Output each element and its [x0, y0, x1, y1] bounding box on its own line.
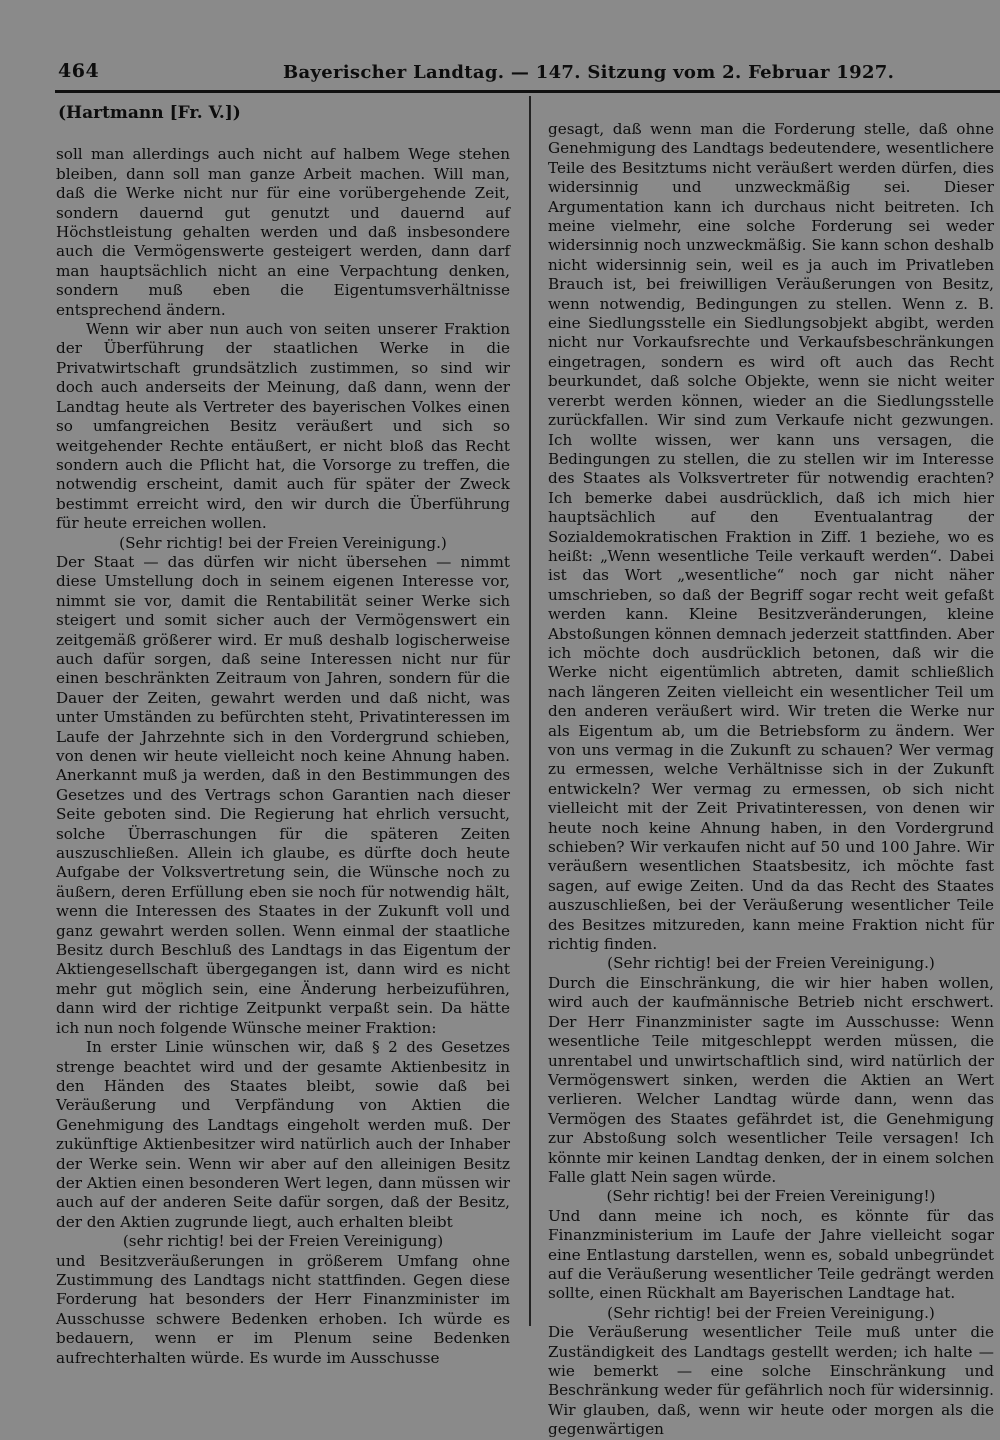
- interjection: (Sehr richtig! bei der Freien Vereinigung.): [607, 1303, 935, 1322]
- paragraph: Die Veräußerung wesentlicher Teile muß unter die Zuständigkeit des Landtags gestellt werden; ich halte — wie bemerkt — eine solche Einschränkung und Beschränkung weder für gefährlich noch für widersinnig. Wir glauben, daß, wenn wir heute oder morgen als die gegenwärtigen: [548, 1323, 994, 1439]
- paragraph: In erster Linie wünschen wir, daß § 2 des Gesetzes strenge beachtet wird und der gesamte Aktienbesitz in den Händen des Staates bleibt, sowie daß bei Veräußerung und Verpfändung von Aktien die Genehmigung des Landtags eingeholt werden muß. Der zukünftige Aktienbesitzer wird natürlich auch der Inhaber der Werke sein. Wenn wir aber auf den alleinigen Besitz der Aktien einen besonderen Wert legen, dann müssen wir auch auf der anderen Seite dafür sorgen, daß der Besitz, der den Aktien zugrunde liegt, auch erhalten bleibt: [56, 1038, 510, 1231]
- paragraph: Durch die Einschränkung, die wir hier haben wollen, wird auch der kaufmännische Betrieb nicht erschwert. Der Herr Finanzminister sagte im Ausschusse: Wenn wesentliche Teile mitgeschleppt werden müssen, die unrentabel und unwirtschaftlich sind, wird natürlich der Vermögenswert sinken, werden die Aktien an Wert verlieren. Welcher Landtag würde dann, wenn das Vermögen des Staates gefährdet ist, die Genehmigung zur Abstoßung solch wesentlicher Teile versagen! Ich könnte mir keinen Landtag denken, der in einem solchen Falle glatt Nein sagen würde.: [548, 973, 994, 1186]
- interjection: (Sehr richtig! bei der Freien Vereinigung!): [606, 1187, 936, 1206]
- paragraph: soll man allerdings auch nicht auf halbem Wege stehen bleiben, dann soll man ganze Arbeit machen. Will man, daß die Werke nicht nur für eine vorübergehende Zeit, sondern dauernd gut genutzt und dauernd auf Höchstleistung gehalten werden und daß insbesondere auch die Vermögenswerte gesteigert werden, dann darf man hauptsächlich nicht an eine Verpachtung denken, sondern muß eben die Eigentumsverhältnisse entsprechend ändern.: [56, 145, 510, 319]
- interjection: (Sehr richtig! bei der Freien Vereinigung.): [119, 533, 447, 552]
- page-header: [0, 0, 1000, 90]
- column-divider: [529, 96, 531, 1326]
- paragraph: Und dann meine ich noch, es könnte für das Finanzministerium im Laufe der Jahre vielleicht sogar eine Entlastung darstellen, wenn es, sobald unbegründet auf die Veräußerung wesentlicher Teile gedrängt werden sollte, einen Rückhalt am Bayerischen Landtage hat.: [548, 1206, 994, 1303]
- page-number: 464: [58, 60, 100, 82]
- paragraph: Der Staat — das dürfen wir nicht übersehen — nimmt diese Umstellung doch in seinem eigenen Interesse vor, nimmt sie vor, damit die Rentabilität seiner Werke sich steigert und somit sicher auch der Vermögenswert ein zeitgemäß größerer wird. Er muß deshalb logischerweise auch dafür sorgen, daß seine Interessen nicht nur für einen beschränkten Zeitraum von Jahren, sondern für die Dauer der Zeiten, gewahrt werden und daß nicht, was unter Umständen zu befürchten steht, Privatinteressen im Laufe der Jahrzehnte sich in den Vordergrund schieben, von denen wir heute vielleicht noch keine Ahnung haben. Anerkannt muß ja werden, daß in den Bestimmungen des Gesetzes und des Vertrags schon Garantien nach dieser Seite geboten sind. Die Regierung hat ehrlich versucht, solche Überraschungen für die späteren Zeiten auszuschließen. Allein ich glaube, es dürfte doch heute Aufgabe der Volksvertretung sein, die Wünsche noch zu äußern, deren Erfüllung eben sie noch für notwendig hält, wenn die Interessen des Staates in der Zukunft voll und ganz gewahrt werden sollen. Wenn einmal der staatliche Besitz durch Beschluß des Landtags in das Eigentum der Aktiengesellschaft übergegangen ist, dann wird es nicht mehr gut möglich sein, eine Änderung herbeizuführen, dann wird der richtige Zeitpunkt verpaßt sein. Da hätte ich nun noch folgende Wünsche meiner Fraktion:: [56, 552, 510, 1037]
- right-column: [548, 120, 994, 1440]
- paragraph: gesagt, daß wenn man die Forderung stelle, daß ohne Genehmigung des Landtags bedeutendere, wesentlichere Teile des Besitztums nicht veräußert werden dürfen, dies widersinnig und unzweckmäßig sei. Dieser Argumentation kann ich durchaus nicht beitreten. Ich meine vielmehr, eine solche Forderung sei weder widersinnig noch unzweckmäßig. Sie kann schon deshalb nicht widersinnig sein, weil es ja auch im Privatleben Brauch ist, bei freiwilligen Veräußerungen von Besitz, wenn notwendig, Bedingungen zu stellen. Wenn z. B. eine Siedlungsstelle ein Siedlungsobjekt abgibt, werden nicht nur Vorkaufsrechte und Verkaufsbeschränkungen eingetragen, sondern es wird oft auch das Recht beurkundet, daß solche Objekte, wenn sie nicht weiter vererbt werden können, wieder an die Siedlungsstelle zurückfallen. Wir sind zum Verkaufe nicht gezwungen. Ich wollte wissen, wer kann uns versagen, die Bedingungen zu stellen, die zu stellen wir im Interesse des Staates als Volksvertreter für notwendig erachten? Ich bemerke dabei ausdrücklich, daß ich mich hier hauptsächlich auf den Eventualantrag der Sozialdemokratischen Fraktion in Ziff. 1 beziehe, wo es heißt: „Wenn wesentliche Teile verkauft werden“. Dabei ist das Wort „wesentliche“ noch gar nicht näher umschrieben, so daß der Begriff sogar recht weit gefaßt werden kann. Kleine Besitzveränderungen, kleine Abstoßungen können demnach jederzeit stattfinden. Aber ich möchte doch ausdrücklich betonen, daß wir die Werke nicht eigentümlich abtreten, damit schließlich nach längeren Zeiten vielleicht ein wesentlicher Teil um den anderen veräußert wird. Wir treten die Werke nur als Eigentum ab, um die Betriebsform zu ändern. Wer von uns vermag in die Zukunft zu schauen? Wer vermag zu ermessen, welche Verhältnisse sich in der Zukunft entwickeln? Wer vermag zu ermessen, ob sich nicht vielleicht mit der Zeit Privatinteressen, von denen wir heute noch keine Ahnung haben, in den Vordergrund schieben? Wir verkaufen nicht auf 50 und 100 Jahre. Wir veräußern wesentlichen Staatsbesitz, ich möchte fast sagen, auf ewige Zeiten. Und da das Recht des Staates auszuschließen, bei der Veräußerung wesentlicher Teile des Besitzes mitzureden, kann meine Fraktion nicht für richtig finden.: [548, 120, 994, 954]
- left-column: [56, 104, 510, 1368]
- paragraph: und Besitzveräußerungen in größerem Umfang ohne Zustimmung des Landtags nicht stattfinden. Gegen diese Forderung hat besonders der Herr Finanzminister im Ausschusse schwere Bedenken erhoben. Ich würde es bedauern, wenn er im Plenum seine Bedenken aufrechterhalten würde. Es wurde im Ausschusse: [56, 1251, 510, 1367]
- interjection: (sehr richtig! bei der Freien Vereinigung): [122, 1232, 444, 1251]
- speaker-label: (Hartmann [Fr. V.]): [58, 103, 241, 123]
- header-rule: [55, 90, 1000, 93]
- interjection: (Sehr richtig! bei der Freien Vereinigung.): [607, 954, 935, 973]
- paragraph: Wenn wir aber nun auch von seiten unserer Fraktion der Überführung der staatlichen Werke in die Privatwirtschaft grundsätzlich zustimmen, so sind wir doch auch anderseits der Meinung, daß dann, wenn der Landtag heute als Vertreter des bayerischen Volkes einen so umfangreichen Besitz veräußert und sich so weitgehender Rechte entäußert, er nicht bloß das Recht sondern auch die Pflicht hat, die Vorsorge zu treffen, die notwendig erscheint, damit auch für später der Zweck bestimmt erreicht wird, den wir durch die Überführung für heute erreichen wollen.: [56, 320, 510, 533]
- running-head: Bayerischer Landtag. — 147. Sitzung vom 2. Februar 1927.: [283, 62, 895, 83]
